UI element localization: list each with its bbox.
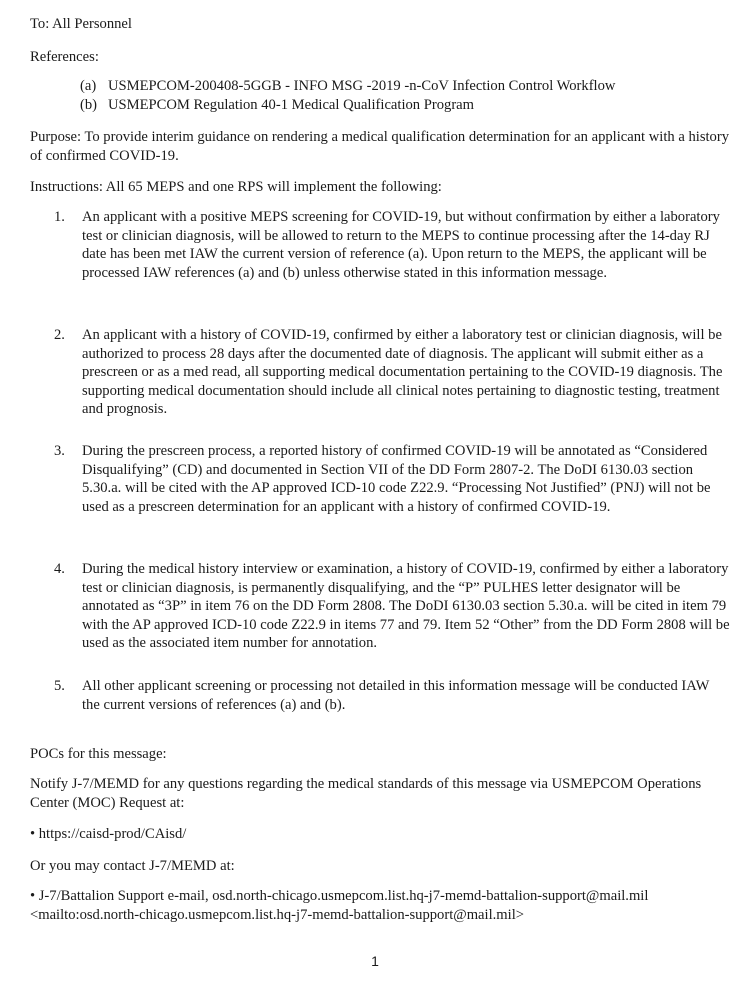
email-link[interactable]: • J-7/Battalion Support e-mail, osd.north-chicago.usmepcom.list.hq-j7-memd-battalion-support@mail.mil <box>30 888 649 904</box>
instruction-item <box>30 326 730 419</box>
battalion-support-email[interactable] <box>30 887 740 906</box>
reference-text: USMEPCOM-200408-5GGB - INFO MSG -2019 -n-CoV Infection Control Workflow <box>108 78 616 94</box>
pocs-heading: POCs for this message: <box>30 746 167 762</box>
mailto-link-line[interactable] <box>30 906 740 925</box>
instruction-item <box>30 442 730 516</box>
reference-item <box>80 96 740 115</box>
reference-label: (a) <box>80 78 97 94</box>
instruction-text: During the medical history interview or examination, a history of COVID-19, confirmed by either a laboratory test or clinician diagnosis, is permanently disqualifying, and the “P” PULHES letter designator will be annotated as “3P” in item 76 on the DD Form 2808. The DoDI 6130.03 section 5.30.a. will be cited in item 79 with the AP approved ICD-10 code Z22.9 in items 77 and 79. Item 52 “Other” from the DD Form 2808 will be used as the associated item number for annotation. <box>82 561 730 652</box>
mailto-link[interactable]: <mailto:osd.north-chicago.usmepcom.list.hq-j7-memd-battalion-support@mail.mil> <box>30 907 524 923</box>
reference-text: USMEPCOM Regulation 40-1 Medical Qualification Program <box>108 96 475 113</box>
purpose-paragraph: Purpose: To provide interim guidance on rendering a medical qualification determination for an applicant with a history of confirmed COVID-19. <box>30 129 730 164</box>
reference-label: (b) <box>80 96 98 113</box>
instruction-number: 5. <box>54 678 65 694</box>
references-label: References: <box>30 49 99 65</box>
to-line: To: All Personnel <box>30 16 132 32</box>
page-number: 1 <box>371 953 379 969</box>
instructions-intro: Instructions: All 65 MEPS and one RPS will implement the following: <box>30 179 442 195</box>
instruction-number: 3. <box>54 443 65 459</box>
instruction-number: 2. <box>54 327 65 343</box>
instruction-item <box>30 677 730 714</box>
instruction-number: 1. <box>54 209 65 225</box>
moc-request-link[interactable] <box>30 825 730 844</box>
references-list <box>80 77 740 114</box>
contact-intro: Or you may contact J-7/MEMD at: <box>30 858 235 874</box>
reference-item <box>80 77 740 96</box>
moc-link[interactable]: • https://caisd-prod/CAisd/ <box>30 826 187 842</box>
instruction-text: An applicant with a history of COVID-19, confirmed by either a laboratory test or clinician diagnosis, will be authorized to process 28 days after the documented date of diagnosis. The applicant will submit either as a prescreen or as a med read, all supporting medical documentation pertaining to the COVID-19 diagnosis. The supporting medical documentation should include all clinical notes pertaining to diagnostic testing, treatment and prognosis. <box>82 327 723 418</box>
instruction-item <box>30 560 730 653</box>
instruction-number: 4. <box>54 561 65 577</box>
pocs-notify-paragraph: Notify J-7/MEMD for any questions regarding the medical standards of this message via USMEPCOM Operations Center (MOC) Request at: <box>30 776 702 811</box>
instruction-text: All other applicant screening or processing not detailed in this information message will be conducted IAW the current versions of references (a) and (b). <box>82 678 710 713</box>
instruction-text: During the prescreen process, a reported history of confirmed COVID-19 will be annotated as “Considered Disqualifying” (CD) and documented in Section VII of the DD Form 2807-2. The DoDI 6130.03 section 5.30.a. will be cited with the AP approved ICD-10 code Z22.9. “Processing Not Justified” (PNJ) will not be used as a prescreen determination for an applicant with a history of confirmed COVID-19. <box>82 443 711 515</box>
instruction-item <box>30 208 730 282</box>
instruction-text: An applicant with a positive MEPS screening for COVID-19, but without confirmation by either a laboratory test or clinician diagnosis, will be allowed to return to the MEPS to continue processing after the 14-day RJ date has been met IAW the current version of reference (a). Upon return to the MEPS, the applicant will be processed IAW references (a) and (b) unless otherwise stated in this information message. <box>82 209 720 281</box>
